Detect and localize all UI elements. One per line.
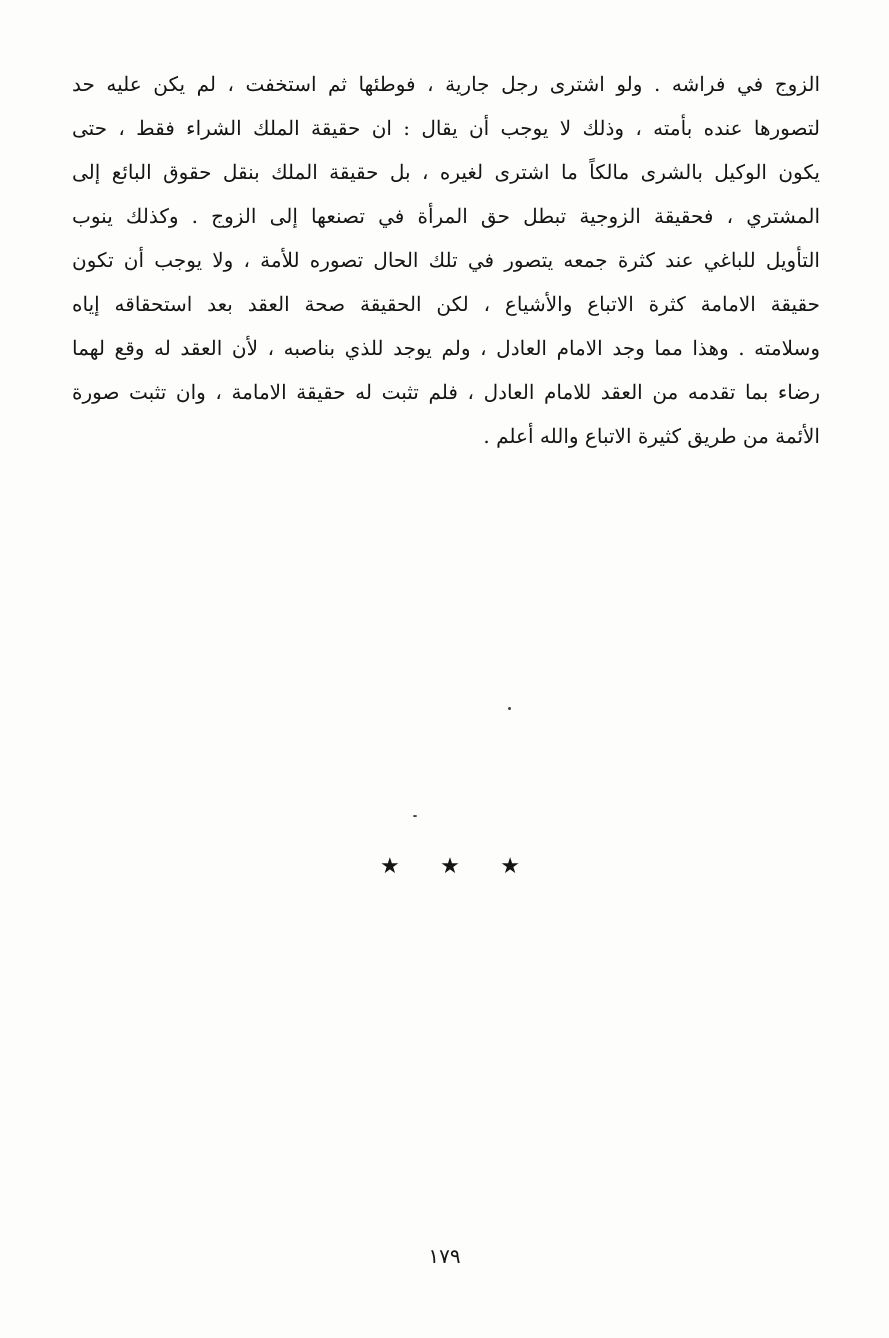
paper-speck (413, 815, 417, 817)
text-line-2: لتصورها عنده بأمته ، وذلك لا يوجب أن يقال : ان حقيقة الملك الشراء فقط ، حتى (72, 116, 820, 140)
text-line-5: التأويل للباغي عند كثرة جمعه يتصور في تلك الحال تصوره للأمة ، ولا يوجب أن تكون (72, 248, 820, 272)
paper-speck (508, 707, 511, 710)
section-separator (380, 852, 520, 882)
text-line-3: يكون الوكيل بالشرى مالكاً ما اشترى لغيره ، بل حقيقة الملك بنقل حقوق البائع إلى (72, 160, 820, 184)
text-line-1: الزوج في فراشه . ولو اشترى رجل جارية ، فوطئها ثم استخفت ، لم يكن عليه حد (72, 72, 820, 96)
text-line-7: وسلامته . وهذا مما وجد الامام العادل ، ولم يوجد للذي بناصبه ، لأن العقد له وقع لهما (72, 336, 820, 360)
star-icon: ★ (380, 854, 400, 879)
text-line-6: حقيقة الامامة كثرة الاتباع والأشياع ، لكن الحقيقة صحة العقد بعد استحقاقه إياه (72, 292, 820, 316)
text-line-8: رضاء بما تقدمه من العقد للامام العادل ، فلم تثبت له حقيقة الامامة ، وان تثبت صورة (72, 380, 820, 404)
text-line-4: المشتري ، فحقيقة الزوجية تبطل حق المرأة في تصنعها إلى الزوج . وكذلك ينوب (72, 204, 820, 228)
page-number: ١٧٩ (428, 1244, 461, 1268)
star-icon: ★ (440, 854, 460, 879)
star-icon: ★ (500, 854, 520, 879)
text-line-9: الأئمة من طريق كثيرة الاتباع والله أعلم . (483, 424, 820, 448)
body-text (72, 62, 820, 458)
